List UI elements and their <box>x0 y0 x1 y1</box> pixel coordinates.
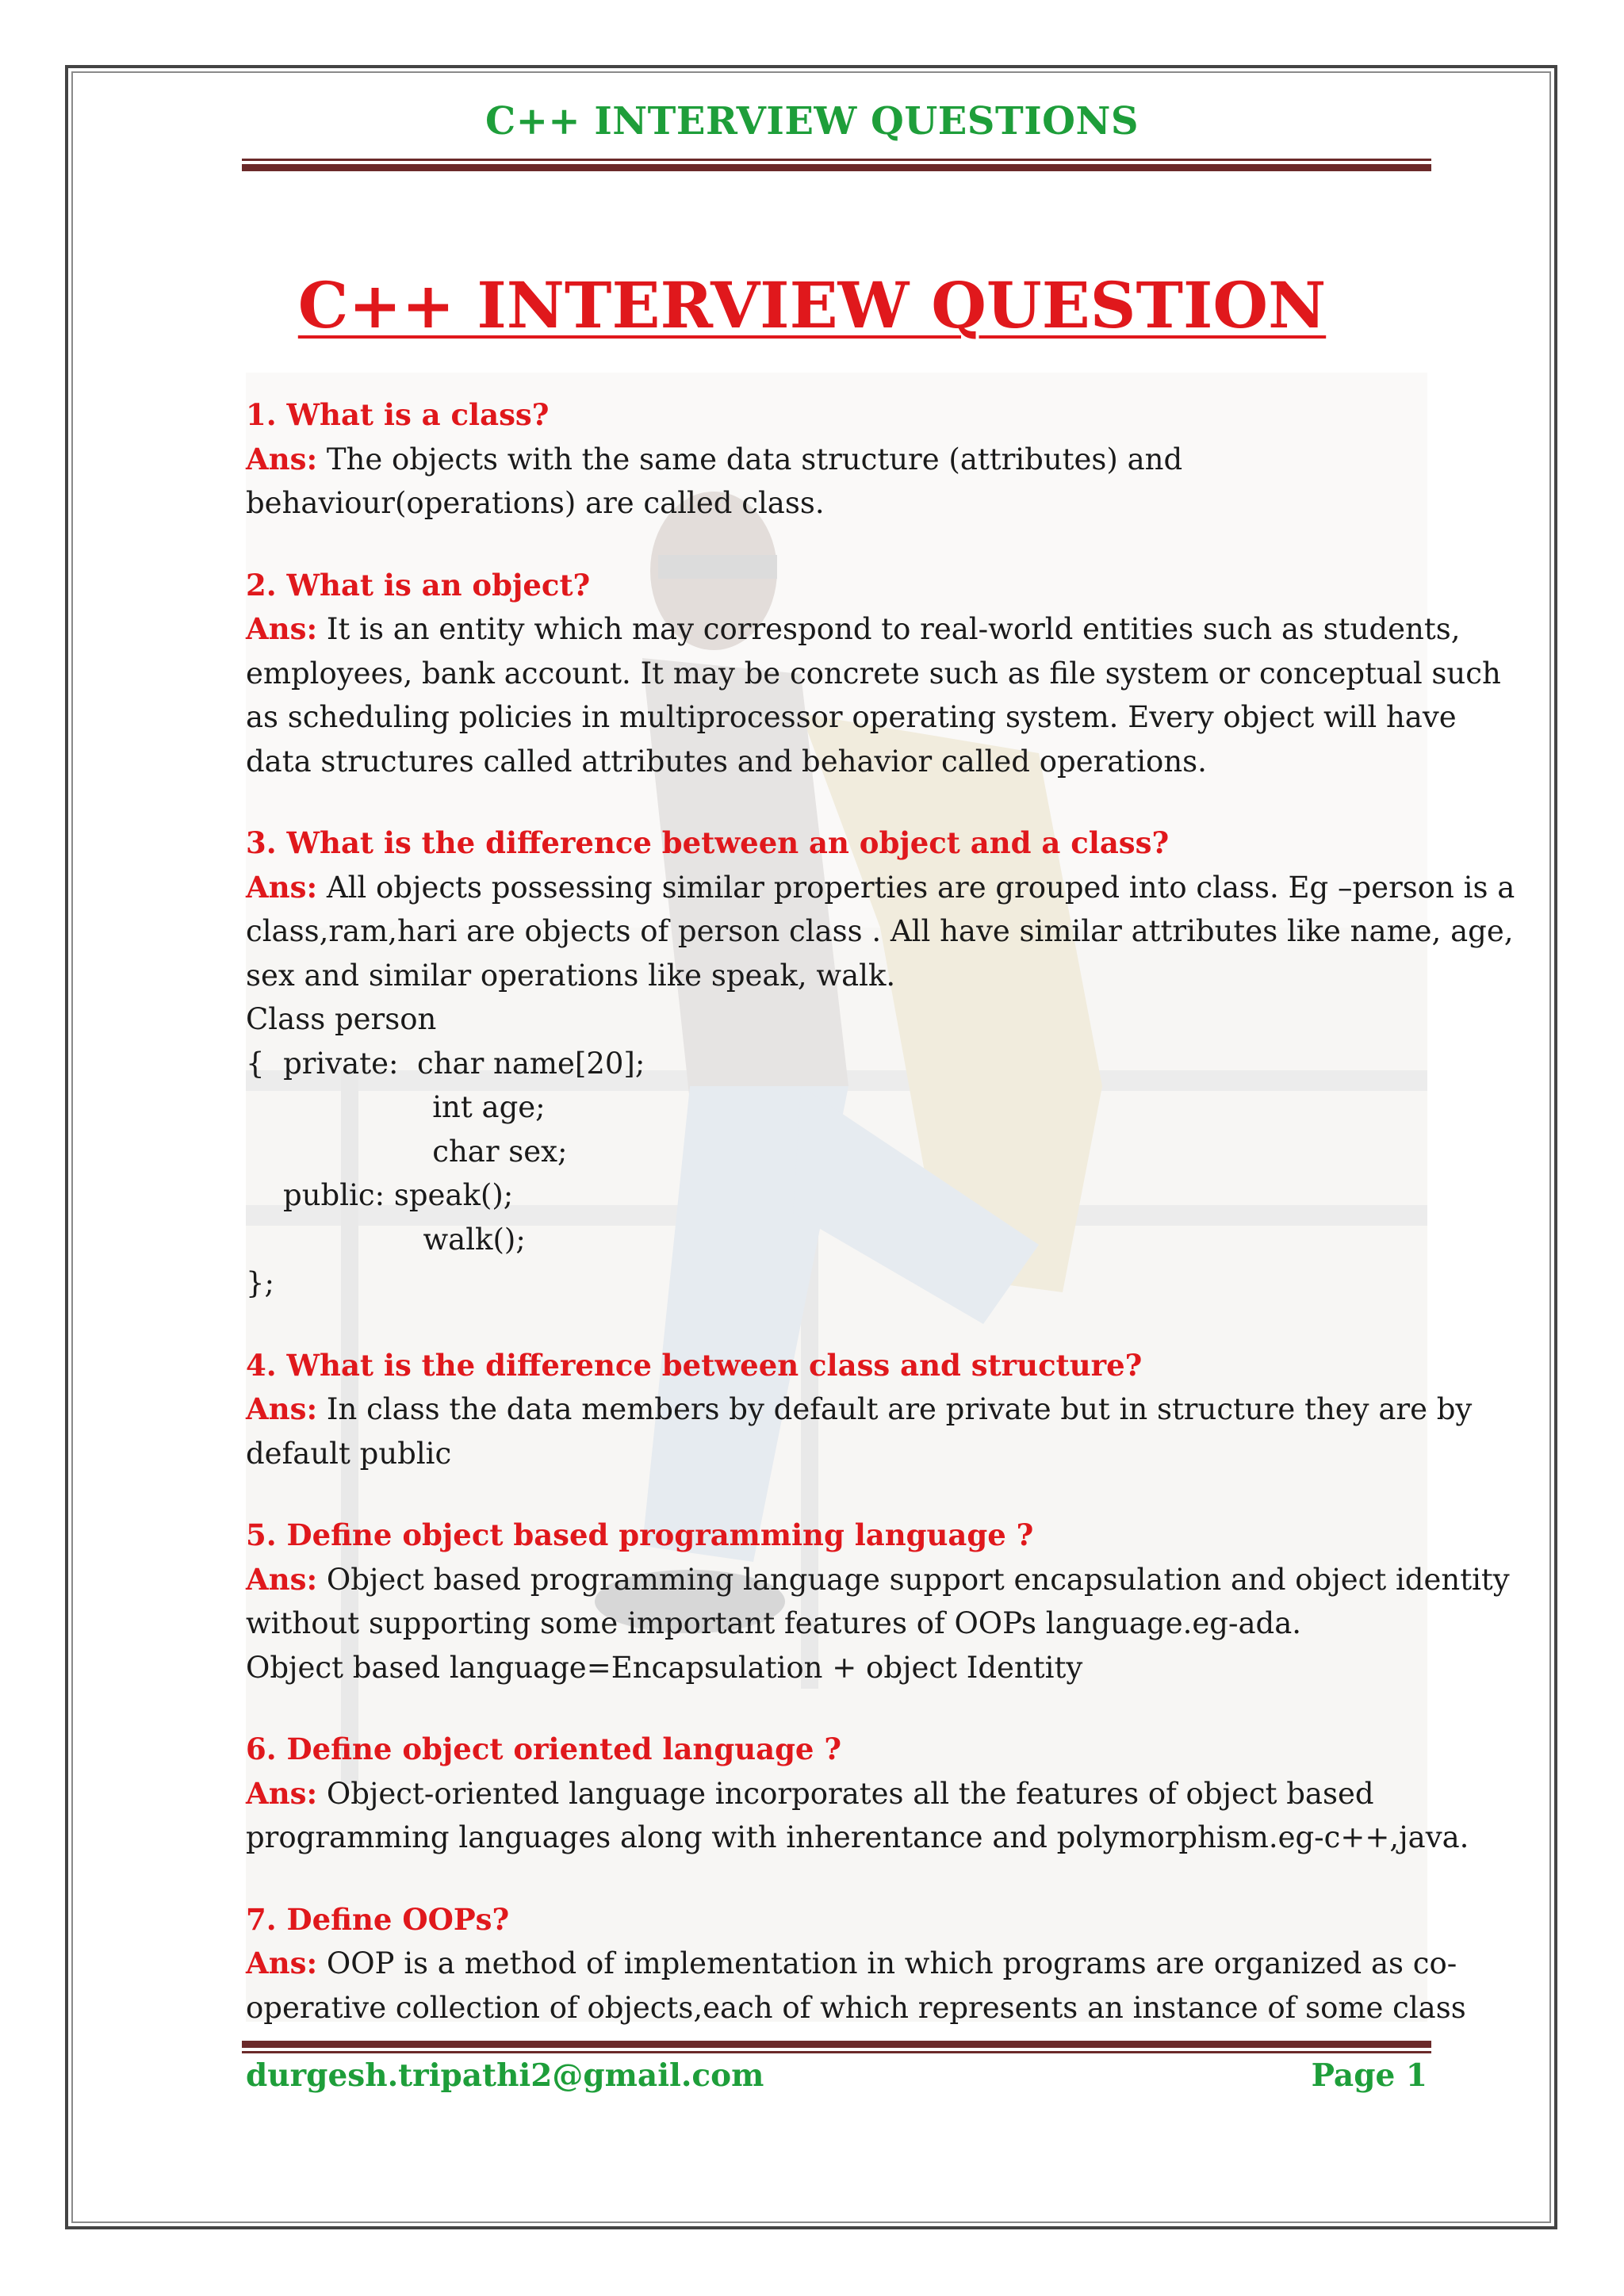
answer-text: In class the data members by default are private but in structure they are by <box>326 1392 1473 1426</box>
ans-label: Ans: <box>246 1775 318 1811</box>
code-line: Class person <box>246 1002 437 1036</box>
ans-label: Ans: <box>246 1561 318 1597</box>
answer-line <box>246 1558 1510 1602</box>
header-title: C++ INTERVIEW QUESTIONS <box>485 99 1139 144</box>
answer-text: The objects with the same data structure (attributes) and <box>326 442 1183 476</box>
question-heading: 6. Define object oriented language ? <box>246 1732 842 1766</box>
ans-label: Ans: <box>246 441 318 476</box>
qa-item <box>246 564 1501 784</box>
answer-text: It is an entity which may correspond to real-world entities such as students, <box>326 612 1461 646</box>
answer-line <box>246 866 1515 910</box>
answer-line <box>246 438 1435 482</box>
document-title: C++ INTERVIEW QUESTION <box>297 268 1327 342</box>
answer-line <box>246 1772 1435 1816</box>
code-line: public: speak(); <box>246 1178 514 1212</box>
code-line: }; <box>246 1266 275 1300</box>
answer-text: Object-oriented language incorporates all the features of object based <box>326 1776 1374 1811</box>
code-line: char sex; <box>246 1134 568 1169</box>
header-rule <box>242 159 1431 171</box>
answer-line: data structures called attributes and behavior called operations. <box>246 744 1207 779</box>
question-heading: 3. What is the difference between an object and a class? <box>246 825 1170 860</box>
answer-line: Object based language=Encapsulation + object Identity <box>246 1650 1083 1685</box>
qa-item <box>246 1344 1473 1476</box>
answer-line <box>246 1942 1457 1986</box>
answer-text: OOP is a method of implementation in which programs are organized as co- <box>326 1946 1457 1980</box>
qa-item <box>246 1513 1510 1689</box>
ans-label: Ans: <box>246 611 318 646</box>
code-line: { private: char name[20]; <box>246 1046 645 1081</box>
answer-line: programming languages along with inherentance and polymorphism.eg-c++,java. <box>246 1820 1469 1854</box>
answer-line: employees, bank account. It may be concrete such as file system or conceptual such <box>246 656 1501 691</box>
qa-item <box>246 821 1515 1306</box>
footer-page-number: Page 1 <box>1311 2057 1427 2094</box>
code-line: int age; <box>246 1090 546 1124</box>
answer-line: behaviour(operations) are called class. <box>246 486 825 520</box>
answer-text: Object based programming language support encapsulation and object identity <box>326 1562 1510 1597</box>
qa-item <box>246 1728 1469 1860</box>
answer-line: default public <box>246 1436 452 1471</box>
answer-line: class,ram,hari are objects of person class . All have similar attributes like name, age, <box>246 914 1514 948</box>
ans-label: Ans: <box>246 1391 318 1426</box>
answer-line: as scheduling policies in multiprocessor operating system. Every object will have <box>246 700 1457 734</box>
answer-line <box>246 607 1461 652</box>
question-heading: 2. What is an object? <box>246 567 591 603</box>
qa-content <box>246 393 1515 2068</box>
ans-label: Ans: <box>246 1946 318 1980</box>
answer-line: operative collection of objects,each of which represents an instance of some class <box>246 1990 1466 2025</box>
question-heading: 4. What is the difference between class and structure? <box>246 1347 1143 1383</box>
ans-label: Ans: <box>246 869 318 905</box>
question-heading: 7. Define OOPs? <box>246 1901 510 1937</box>
code-line: walk(); <box>246 1222 526 1257</box>
question-heading: 5. Define object based programming language ? <box>246 1517 1034 1552</box>
answer-line <box>246 1387 1473 1432</box>
answer-line: sex and similar operations like speak, walk. <box>246 958 896 993</box>
answer-text: All objects possessing similar properties are grouped into class. Eg –person is a <box>326 870 1515 905</box>
question-heading: 1. What is a class? <box>246 397 550 432</box>
answer-line: without supporting some important features of OOPs language.eg-ada. <box>246 1606 1302 1640</box>
footer-email[interactable]: durgesh.tripathi2@gmail.com <box>246 2057 764 2094</box>
footer-rule <box>242 2041 1431 2053</box>
qa-item <box>246 1898 1466 2030</box>
qa-item <box>246 393 1435 526</box>
